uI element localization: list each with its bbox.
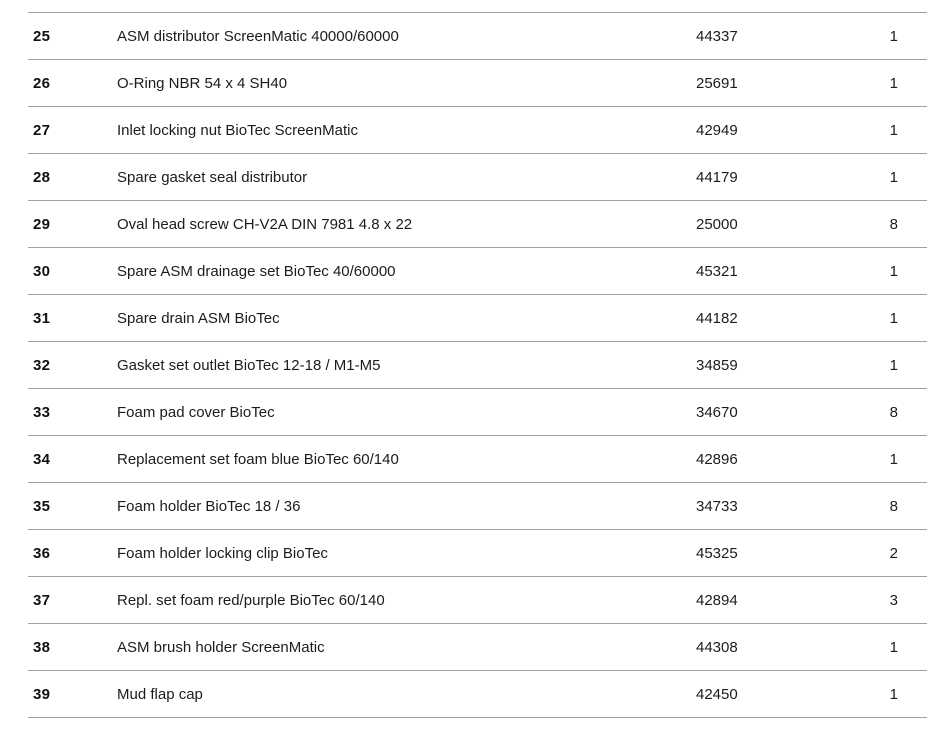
part-description: Foam pad cover BioTec: [117, 403, 275, 421]
part-number: 45321: [696, 262, 738, 280]
position-number: 32: [33, 356, 51, 374]
quantity: 1: [889, 168, 898, 186]
quantity: 1: [889, 450, 898, 468]
part-number: 34670: [696, 403, 738, 421]
part-description: Spare drain ASM BioTec: [117, 309, 280, 327]
quantity: 1: [889, 356, 898, 374]
part-description: Foam holder BioTec 18 / 36: [117, 497, 301, 515]
table-row: [28, 201, 927, 248]
table-row: [28, 577, 927, 624]
table-row: [28, 342, 927, 389]
table-row: [28, 295, 927, 342]
part-number: 44182: [696, 309, 738, 327]
position-number: 38: [33, 638, 51, 656]
part-number: 42894: [696, 591, 738, 609]
part-number: 44179: [696, 168, 738, 186]
table-row: [28, 530, 927, 577]
table-row: [28, 624, 927, 671]
part-description: ASM brush holder ScreenMatic: [117, 638, 325, 656]
position-number: 36: [33, 544, 51, 562]
table-row: [28, 436, 927, 483]
position-number: 34: [33, 450, 51, 468]
table-row: [28, 248, 927, 295]
part-number: 25000: [696, 215, 738, 233]
position-number: 25: [33, 27, 51, 45]
position-number: 27: [33, 121, 51, 139]
table-row: [28, 13, 927, 60]
part-number: 34859: [696, 356, 738, 374]
part-description: O-Ring NBR 54 x 4 SH40: [117, 74, 288, 92]
part-number: 25691: [696, 74, 738, 92]
part-description: Replacement set foam blue BioTec 60/140: [117, 450, 399, 468]
table-row: [28, 60, 927, 107]
table-row: [28, 107, 927, 154]
part-description: Gasket set outlet BioTec 12-18 / M1-M5: [117, 356, 381, 374]
part-number: 44308: [696, 638, 738, 656]
quantity: 1: [889, 309, 898, 327]
part-description: Spare gasket seal distributor: [117, 168, 308, 186]
part-number: 42896: [696, 450, 738, 468]
quantity: 1: [889, 121, 898, 139]
position-number: 39: [33, 685, 51, 703]
spare-parts-table: [28, 12, 927, 718]
table-row: [28, 154, 927, 201]
quantity: 1: [889, 262, 898, 280]
part-number: 44337: [696, 27, 738, 45]
quantity: 8: [889, 497, 898, 515]
quantity: 1: [889, 638, 898, 656]
part-number: 42450: [696, 685, 738, 703]
quantity: 3: [889, 591, 898, 609]
position-number: 30: [33, 262, 51, 280]
table-row: [28, 483, 927, 530]
table-row: [28, 389, 927, 436]
quantity: 1: [889, 685, 898, 703]
position-number: 29: [33, 215, 51, 233]
position-number: 31: [33, 309, 51, 327]
part-description: Oval head screw CH-V2A DIN 7981 4.8 x 22: [117, 215, 413, 233]
position-number: 26: [33, 74, 51, 92]
part-description: Foam holder locking clip BioTec: [117, 544, 328, 562]
position-number: 28: [33, 168, 51, 186]
position-number: 37: [33, 591, 51, 609]
position-number: 33: [33, 403, 51, 421]
part-description: ASM distributor ScreenMatic 40000/60000: [117, 27, 399, 45]
part-number: 42949: [696, 121, 738, 139]
part-description: Inlet locking nut BioTec ScreenMatic: [117, 121, 358, 139]
quantity: 8: [889, 403, 898, 421]
part-description: Mud flap cap: [117, 685, 203, 703]
table-row: [28, 671, 927, 718]
position-number: 35: [33, 497, 51, 515]
quantity: 2: [889, 544, 898, 562]
part-number: 45325: [696, 544, 738, 562]
part-description: Repl. set foam red/purple BioTec 60/140: [117, 591, 385, 609]
quantity: 8: [889, 215, 898, 233]
quantity: 1: [889, 74, 898, 92]
part-description: Spare ASM drainage set BioTec 40/60000: [117, 262, 396, 280]
quantity: 1: [889, 27, 898, 45]
part-number: 34733: [696, 497, 738, 515]
